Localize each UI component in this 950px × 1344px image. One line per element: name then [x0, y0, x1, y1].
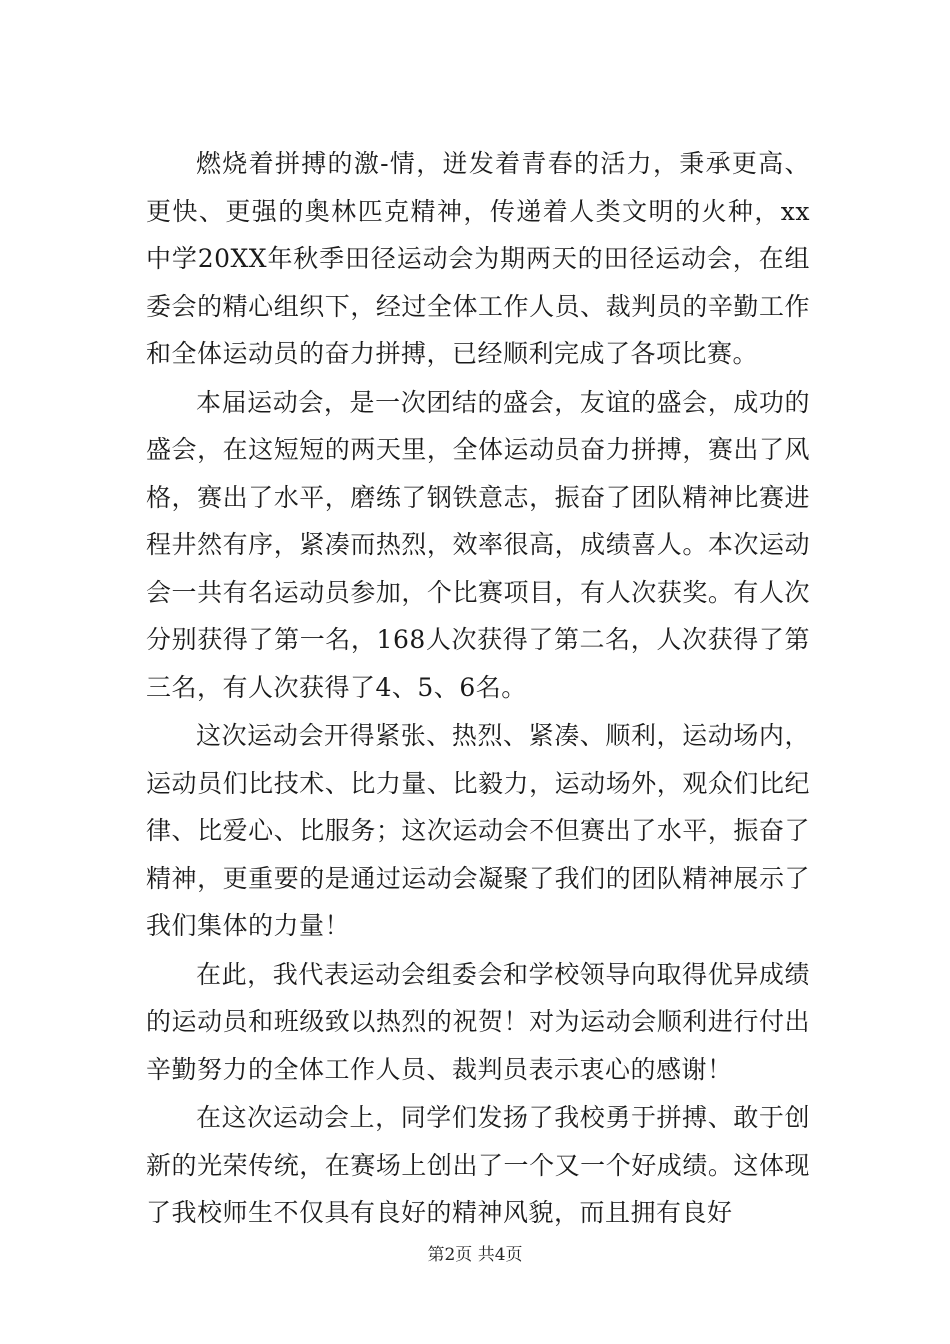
- page-number-footer: 第2页 共4页: [427, 1245, 523, 1265]
- paragraph-3: 这次运动会开得紧张、热烈、紧凑、顺利，运动场内，运动员们比技术、比力量、比毅力，运动场外，观众们比纪律、比爱心、比服务；这次运动会不但赛出了水平，振奋了精神，更重要的是通过运动会凝聚了我们的团队精神展示了我们集体的力量！: [146, 721, 810, 940]
- paragraph-5: 在这次运动会上，同学们发扬了我校勇于拼搏、敢于创新的光荣传统，在赛场上创出了一个又一个好成绩。这体现了我校师生不仅具有良好的精神风貌，而且拥有良好: [146, 1103, 810, 1227]
- document-body: [146, 140, 810, 1238]
- paragraph-2: 本届运动会，是一次团结的盛会，友谊的盛会，成功的盛会，在这短短的两天里，全体运动员奋力拼搏，赛出了风格，赛出了水平，磨练了钢铁意志，振奋了团队精神比赛进程井然有序，紧凑而热烈，效率很高，成绩喜人。本次运动会一共有名运动员参加，个比赛项目，有人次获奖。有人次分别获得了第一名，168人次获得了第二名，人次获得了第三名，有人次获得了4、5、6名。: [146, 387, 810, 702]
- paragraph-4: 在此，我代表运动会组委会和学校领导向取得优异成绩的运动员和班级致以热烈的祝贺！对为运动会顺利进行付出辛勤努力的全体工作人员、裁判员表示衷心的感谢！: [146, 959, 810, 1084]
- paragraph-1: 燃烧着拼搏的激-情，迸发着青春的活力，秉承更高、更快、更强的奥林匹克精神，传递着人类文明的火种，xx中学20XX年秋季田径运动会为期两天的田径运动会，在组委会的精心组织下，经过全体工作人员、裁判员的辛勤工作和全体运动员的奋力拼搏，已经顺利完成了各项比赛。: [146, 149, 810, 368]
